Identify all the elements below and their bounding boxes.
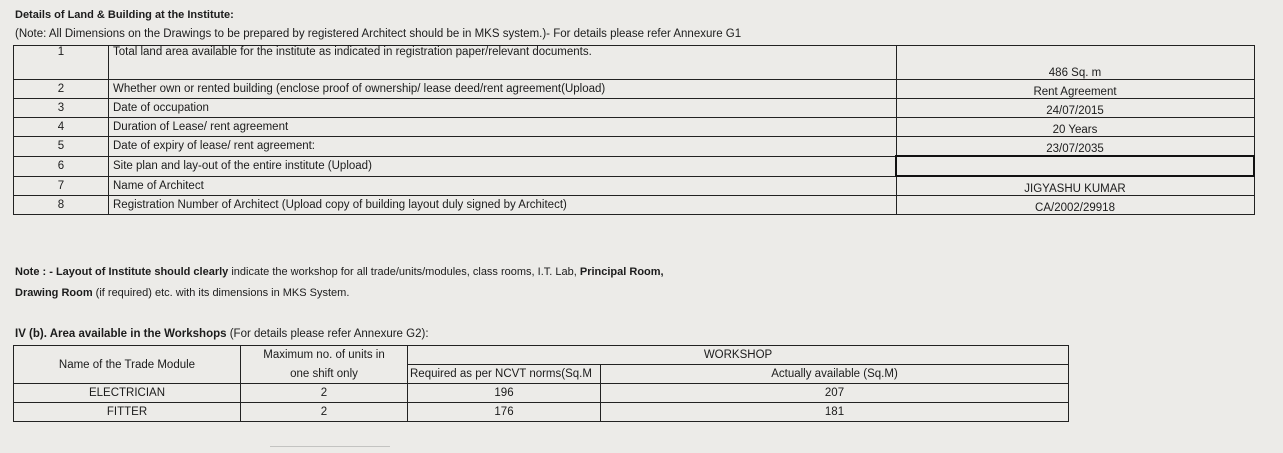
row-description: Registration Number of Architect (Upload copy of building layout duly signed by Architect) [109, 196, 897, 215]
row-number: 2 [14, 80, 109, 99]
section-title-bold: IV (b). Area available in the Workshops [15, 328, 227, 340]
row-description: Whether own or rented building (enclose proof of ownership/ lease deed/rent agreement(Upload) [109, 80, 897, 99]
trade-name: ELECTRICIAN [14, 384, 241, 403]
table-row [14, 176, 1255, 196]
row-value: JIGYASHU KUMAR [896, 176, 1254, 196]
row-number: 3 [14, 99, 109, 118]
header-workshop: WORKSHOP [408, 346, 1069, 365]
page-heading: Details of Land & Building at the Institute: [15, 9, 234, 21]
row-number: 4 [14, 118, 109, 137]
units-value: 2 [241, 403, 408, 422]
row-value: 20 Years [896, 118, 1254, 137]
table-row [14, 118, 1255, 137]
row-description: Total land area available for the institute as indicated in registration paper/relevant documents. [109, 46, 897, 80]
actual-area-value: 207 [601, 384, 1069, 403]
table-row [14, 99, 1255, 118]
table-row [14, 403, 1069, 422]
row-description: Name of Architect [109, 176, 897, 196]
land-building-table [13, 45, 1255, 215]
required-area-value: 196 [408, 384, 601, 403]
table-row [14, 196, 1255, 215]
dimension-note: (Note: All Dimensions on the Drawings to be prepared by registered Architect should be in MKS system.)- For details please refer Annexure G1 [15, 28, 742, 40]
row-description: Duration of Lease/ rent agreement [109, 118, 897, 137]
row-value: CA/2002/29918 [896, 196, 1254, 215]
actual-area-value: 181 [601, 403, 1069, 422]
header-actual-area: Actually available (Sq.M) [601, 365, 1069, 384]
table-row [14, 46, 1255, 80]
table-row [14, 137, 1255, 157]
row-value: 24/07/2015 [896, 99, 1254, 118]
site-plan-upload-field[interactable] [896, 156, 1254, 176]
header-trade-module: Name of the Trade Module [14, 346, 241, 384]
row-number: 7 [14, 176, 109, 196]
row-description: Site plan and lay-out of the entire institute (Upload) [109, 156, 897, 176]
row-value: Rent Agreement [896, 80, 1254, 99]
row-description: Date of expiry of lease/ rent agreement: [109, 137, 897, 157]
header-max-units-line1: Maximum no. of units in [241, 346, 408, 365]
row-number: 5 [14, 137, 109, 157]
required-area-value: 176 [408, 403, 601, 422]
table-row [14, 384, 1069, 403]
section-title-rest: (For details please refer Annexure G2): [226, 328, 429, 340]
layout-note [15, 262, 664, 304]
workshop-area-table [13, 345, 1069, 422]
row-value: 486 Sq. m [896, 46, 1254, 80]
table-row [14, 156, 1255, 176]
header-max-units-line2: one shift only [241, 365, 408, 384]
note-bold-text: Principal Room, [579, 266, 664, 278]
row-value: 23/07/2035 [896, 137, 1254, 157]
note-bold-text: Note : - Layout of Institute should clearly [15, 266, 229, 278]
table-row [14, 80, 1255, 99]
trade-name: FITTER [14, 403, 241, 422]
note-text: (if required) etc. with its dimensions in MKS System. [92, 287, 350, 299]
workshop-section-title [15, 328, 429, 340]
row-number: 1 [14, 46, 109, 80]
note-text: indicate the workshop for all trade/units/modules, class rooms, I.T. Lab, [228, 266, 580, 278]
units-value: 2 [241, 384, 408, 403]
table-header-row [14, 346, 1069, 365]
row-number: 6 [14, 156, 109, 176]
row-description: Date of occupation [109, 99, 897, 118]
header-required-area: Required as per NCVT norms(Sq.M [408, 365, 601, 384]
row-number: 8 [14, 196, 109, 215]
note-bold-text: Drawing Room [15, 287, 93, 299]
